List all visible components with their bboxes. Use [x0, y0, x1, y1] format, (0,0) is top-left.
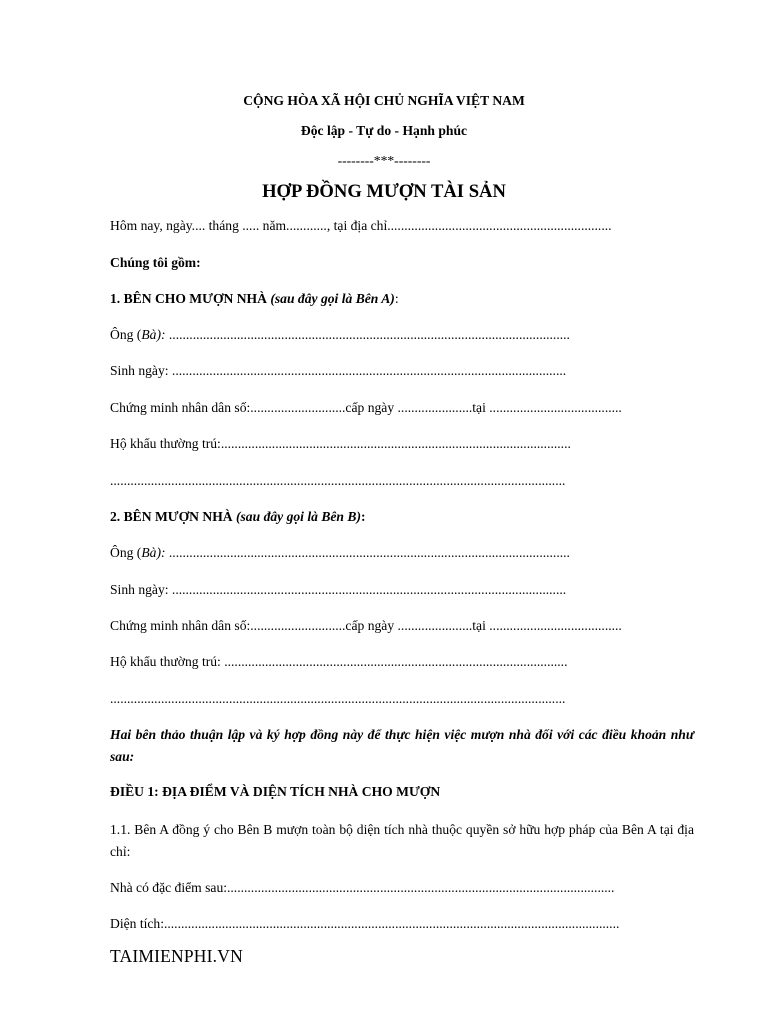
party-b-name-alt: Bà): [141, 545, 166, 560]
party-a-heading-label: 1. BÊN CHO MƯỢN NHÀ [110, 291, 267, 306]
party-b-name-prefix: Ông ( [110, 545, 142, 560]
party-a-name-prefix: Ông ( [110, 327, 142, 342]
party-b-residence-continued: ...................................................................................................................................... [110, 691, 566, 706]
parties-heading: Chúng tôi gồm: [110, 255, 201, 270]
party-b-heading [110, 506, 694, 528]
agreement-statement: Hai bên thảo thuận lập và ký hợp đồng này để thực hiện việc mượn nhà đối với các điều khoản như sau: [110, 727, 694, 764]
date-location-line: Hôm nay, ngày.... tháng ..... năm............, tại địa chỉ.................................................................. [110, 218, 612, 233]
country-name: CỘNG HÒA XÃ HỘI CHỦ NGHĨA VIỆT NAM [243, 93, 525, 108]
party-b-dob-field: Sinh ngày: .................................................................................................................... [110, 582, 567, 597]
party-a-residence-field: Hộ khẩu thường trú:....................................................................................................... [110, 436, 571, 451]
party-a-id-field: Chứng minh nhân dân số:............................cấp ngày ......................tại ....................................... [110, 400, 622, 415]
party-b-heading-suffix: : [360, 509, 366, 524]
party-a-name-field [110, 324, 694, 346]
party-a-dob-field: Sinh ngày: .................................................................................................................... [110, 363, 567, 378]
party-a-heading-note: (sau đây gọi là Bên A) [266, 291, 395, 306]
document-title: HỢP ĐỒNG MƯỢN TÀI SẢN [262, 181, 506, 202]
property-area-field: Diện tích:...................................................................................................................................... [110, 916, 620, 931]
party-b-residence-field: Hộ khẩu thường trú: ..................................................................................................... [110, 654, 568, 669]
party-a-name-alt: Bà): [141, 327, 166, 342]
party-b-heading-label: 2. BÊN MƯỢN NHÀ [110, 509, 233, 524]
article-1-heading: ĐIỀU 1: ĐỊA ĐIỂM VÀ DIỆN TÍCH NHÀ CHO MƯỢN [110, 784, 441, 799]
party-b-heading-note: (sau đây gọi là Bên B) [232, 509, 361, 524]
party-a-residence-continued: ...................................................................................................................................... [110, 473, 566, 488]
party-a-heading [110, 288, 694, 310]
property-features-field: Nhà có đặc điểm sau:.................................................................................................................. [110, 880, 615, 895]
clause-1-1: 1.1. Bên A đồng ý cho Bên B mượn toàn bộ diện tích nhà thuộc quyền sở hữu hợp pháp của Bên A tại địa chỉ: [110, 822, 694, 859]
party-b-name-field [110, 542, 694, 564]
party-b-name-dots: ...................................................................................................................... [165, 545, 570, 560]
party-a-heading-suffix: : [394, 291, 399, 306]
national-motto: Độc lập - Tự do - Hạnh phúc [300, 123, 468, 138]
party-a-name-dots: ...................................................................................................................... [165, 327, 570, 342]
party-b-id-field: Chứng minh nhân dân số:............................cấp ngày ......................tại ....................................... [110, 618, 622, 633]
header-separator: --------***-------- [337, 153, 431, 168]
site-watermark: TAIMIENPHI.VN [110, 946, 243, 966]
